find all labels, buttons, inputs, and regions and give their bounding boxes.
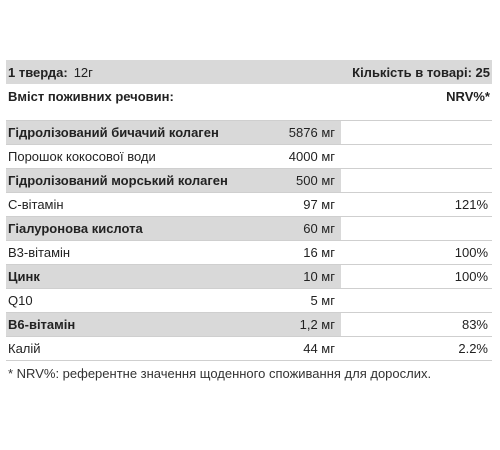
nutrient-amount: 10 мг bbox=[261, 265, 341, 288]
nutrient-name: Гідролізований морський колаген bbox=[6, 169, 261, 192]
nrv-footnote: * NRV%: референтне значення щоденного споживання для дорослих. bbox=[6, 360, 492, 381]
servings-per-package: Кількість в товарі: 25 bbox=[352, 64, 490, 80]
nutrient-amount: 500 мг bbox=[261, 169, 341, 192]
nutrient-amount: 5876 мг bbox=[261, 121, 341, 144]
table-row bbox=[6, 312, 492, 336]
nutrient-nrv bbox=[341, 121, 492, 144]
nutrient-name: Цинк bbox=[6, 265, 261, 288]
serving-size bbox=[8, 65, 93, 80]
nutrition-table bbox=[6, 60, 492, 381]
table-row bbox=[6, 264, 492, 288]
table-row bbox=[6, 192, 492, 216]
nutrient-nrv: 100% bbox=[454, 269, 488, 284]
nutrient-nrv: 83% bbox=[461, 317, 488, 332]
content-label: Вміст поживних речовин: bbox=[8, 88, 174, 104]
nutrient-nrv bbox=[341, 217, 492, 240]
nutrient-nrv bbox=[341, 145, 492, 168]
nutrient-name: Калій bbox=[8, 341, 41, 356]
table-row bbox=[6, 144, 492, 168]
nutrient-amount: 5 мг bbox=[310, 293, 335, 308]
nutrient-amount: 60 мг bbox=[261, 217, 341, 240]
nutrient-amount: 1,2 мг bbox=[261, 313, 341, 336]
content-header-row bbox=[6, 84, 492, 108]
nutrient-name: Гіалуронова кислота bbox=[6, 217, 261, 240]
nutrient-name: В6-вітамін bbox=[6, 313, 261, 336]
table-row bbox=[6, 336, 492, 360]
header-spacer bbox=[6, 108, 492, 120]
nutrient-nrv: 2.2% bbox=[458, 341, 488, 356]
table-row bbox=[6, 120, 492, 144]
nutrient-amount: 4000 мг bbox=[288, 149, 335, 164]
nutrient-rows bbox=[6, 120, 492, 360]
table-row bbox=[6, 168, 492, 192]
table-row bbox=[6, 240, 492, 264]
table-row bbox=[6, 216, 492, 240]
nutrient-nrv: 100% bbox=[454, 245, 488, 260]
serving-header-row bbox=[6, 60, 492, 84]
nutrient-name: Порошок кокосової води bbox=[8, 149, 156, 164]
serving-label: 1 тверда: bbox=[8, 64, 68, 80]
nutrient-amount: 16 мг bbox=[303, 245, 335, 260]
nutrient-name: В3-вітамін bbox=[8, 245, 71, 260]
nutrient-name: С-вітамін bbox=[8, 197, 64, 212]
nutrient-nrv: 121% bbox=[454, 197, 488, 212]
serving-value: 12г bbox=[73, 64, 93, 80]
table-row bbox=[6, 288, 492, 312]
nutrient-amount: 97 мг bbox=[303, 197, 335, 212]
nutrient-nrv bbox=[341, 289, 492, 312]
nutrient-amount: 44 мг bbox=[303, 341, 335, 356]
nrv-header: NRV%* bbox=[446, 88, 490, 104]
nutrient-nrv bbox=[341, 169, 492, 192]
nutrient-name: Гідролізований бичачий колаген bbox=[6, 121, 261, 144]
nutrient-name: Q10 bbox=[8, 293, 33, 308]
